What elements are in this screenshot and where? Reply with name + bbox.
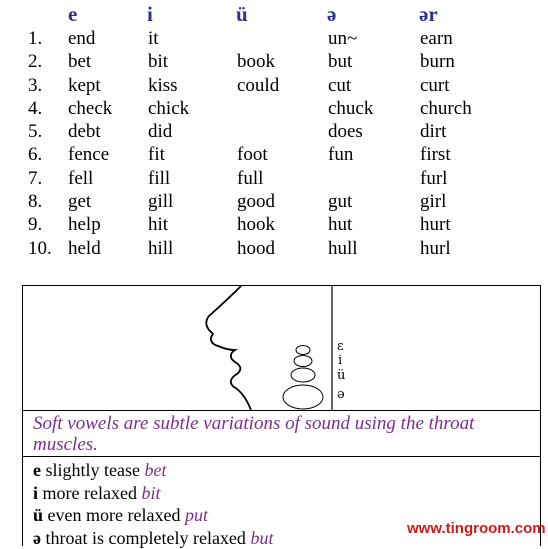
label-i: i bbox=[338, 353, 342, 368]
table-row bbox=[28, 213, 520, 236]
word-cell: fit bbox=[148, 143, 237, 166]
example-word: bet bbox=[144, 460, 166, 480]
oval-4 bbox=[283, 385, 323, 409]
vowel-symbol: e bbox=[33, 460, 41, 480]
word-cell: girl bbox=[420, 190, 520, 213]
word-cell: get bbox=[68, 190, 148, 213]
divider bbox=[23, 410, 540, 411]
word-cell: burn bbox=[420, 50, 520, 73]
word-cell: earn bbox=[420, 27, 520, 50]
row-number: 9. bbox=[28, 213, 68, 236]
row-number: 8. bbox=[28, 190, 68, 213]
word-cell: good bbox=[237, 190, 328, 213]
word-cell: chick bbox=[148, 97, 237, 120]
word-cell: hill bbox=[148, 237, 237, 260]
throat-diagram bbox=[23, 286, 542, 410]
list-item bbox=[33, 504, 273, 527]
vowel-symbol: ə bbox=[33, 528, 41, 548]
word-cell: dirt bbox=[420, 120, 520, 143]
row-number: 10. bbox=[28, 237, 68, 260]
table-row bbox=[28, 167, 520, 190]
word-cell bbox=[237, 27, 328, 50]
row-number: 4. bbox=[28, 97, 68, 120]
label-u: ü bbox=[337, 368, 345, 383]
word-cell bbox=[237, 120, 328, 143]
word-cell: it bbox=[148, 27, 237, 50]
word-cell: hook bbox=[237, 213, 328, 236]
word-cell: first bbox=[420, 143, 520, 166]
word-cell: help bbox=[68, 213, 148, 236]
word-cell: gut bbox=[328, 190, 420, 213]
word-cell: kiss bbox=[148, 74, 237, 97]
label-epsilon: ɛ bbox=[337, 339, 344, 354]
word-cell: fill bbox=[148, 167, 237, 190]
vowel-symbol: i bbox=[33, 483, 38, 503]
table-row bbox=[28, 74, 520, 97]
word-table bbox=[28, 27, 520, 260]
example-word: put bbox=[185, 505, 208, 525]
oval-1 bbox=[296, 346, 310, 355]
word-cell: un~ bbox=[328, 27, 420, 50]
table-row bbox=[28, 27, 520, 50]
word-cell: hull bbox=[328, 237, 420, 260]
word-cell: chuck bbox=[328, 97, 420, 120]
word-cell bbox=[328, 167, 420, 190]
word-cell: kept bbox=[68, 74, 148, 97]
header-e: e bbox=[68, 2, 77, 26]
row-number: 7. bbox=[28, 167, 68, 190]
vowel-info-box bbox=[22, 285, 541, 546]
table-row bbox=[28, 120, 520, 143]
label-schwa: ə bbox=[337, 387, 345, 402]
word-cell: church bbox=[420, 97, 520, 120]
vowel-descriptions bbox=[33, 459, 273, 549]
word-cell: gill bbox=[148, 190, 237, 213]
table-row bbox=[28, 237, 520, 260]
table-row bbox=[28, 190, 520, 213]
word-cell: did bbox=[148, 120, 237, 143]
word-cell: could bbox=[237, 74, 328, 97]
word-cell: fun bbox=[328, 143, 420, 166]
word-cell: full bbox=[237, 167, 328, 190]
header-u: ü bbox=[236, 2, 248, 26]
word-cell: cut bbox=[328, 74, 420, 97]
vowel-description: even more relaxed bbox=[43, 505, 185, 525]
vowel-description: throat is completely relaxed bbox=[41, 528, 250, 548]
row-number: 3. bbox=[28, 74, 68, 97]
list-item bbox=[33, 459, 273, 482]
oval-2 bbox=[294, 356, 312, 367]
word-cell: hood bbox=[237, 237, 328, 260]
word-cell: does bbox=[328, 120, 420, 143]
row-number: 2. bbox=[28, 50, 68, 73]
watermark: www.tingroom.com bbox=[407, 520, 546, 537]
word-cell: furl bbox=[420, 167, 520, 190]
table-row bbox=[28, 97, 520, 120]
example-word: bit bbox=[141, 483, 160, 503]
word-cell: hit bbox=[148, 213, 237, 236]
list-item bbox=[33, 482, 273, 505]
word-cell: fell bbox=[68, 167, 148, 190]
word-cell bbox=[237, 97, 328, 120]
word-cell: check bbox=[68, 97, 148, 120]
word-cell: hurl bbox=[420, 237, 520, 260]
header-schwa: ə bbox=[327, 2, 336, 26]
row-number: 6. bbox=[28, 143, 68, 166]
word-cell: debt bbox=[68, 120, 148, 143]
word-cell: curt bbox=[420, 74, 520, 97]
example-word: but bbox=[250, 528, 273, 548]
header-schwa-r: ər bbox=[419, 2, 438, 26]
soft-vowel-note: Soft vowels are subtle variations of sound using the throat muscles. bbox=[33, 413, 528, 455]
word-cell: end bbox=[68, 27, 148, 50]
vowel-description: slightly tease bbox=[41, 460, 144, 480]
word-cell: foot bbox=[237, 143, 328, 166]
header-i: i bbox=[147, 2, 153, 26]
word-cell: hurt bbox=[420, 213, 520, 236]
word-cell: held bbox=[68, 237, 148, 260]
row-number: 1. bbox=[28, 27, 68, 50]
vowel-symbol: ü bbox=[33, 505, 43, 525]
word-cell: fence bbox=[68, 143, 148, 166]
word-cell: hut bbox=[328, 213, 420, 236]
word-cell: bet bbox=[68, 50, 148, 73]
word-cell: but bbox=[328, 50, 420, 73]
divider bbox=[23, 456, 540, 457]
vowel-description: more relaxed bbox=[38, 483, 141, 503]
oval-3 bbox=[291, 368, 315, 382]
table-row bbox=[28, 50, 520, 73]
word-cell: bit bbox=[148, 50, 237, 73]
word-cell: book bbox=[237, 50, 328, 73]
row-number: 5. bbox=[28, 120, 68, 143]
table-row bbox=[28, 143, 520, 166]
